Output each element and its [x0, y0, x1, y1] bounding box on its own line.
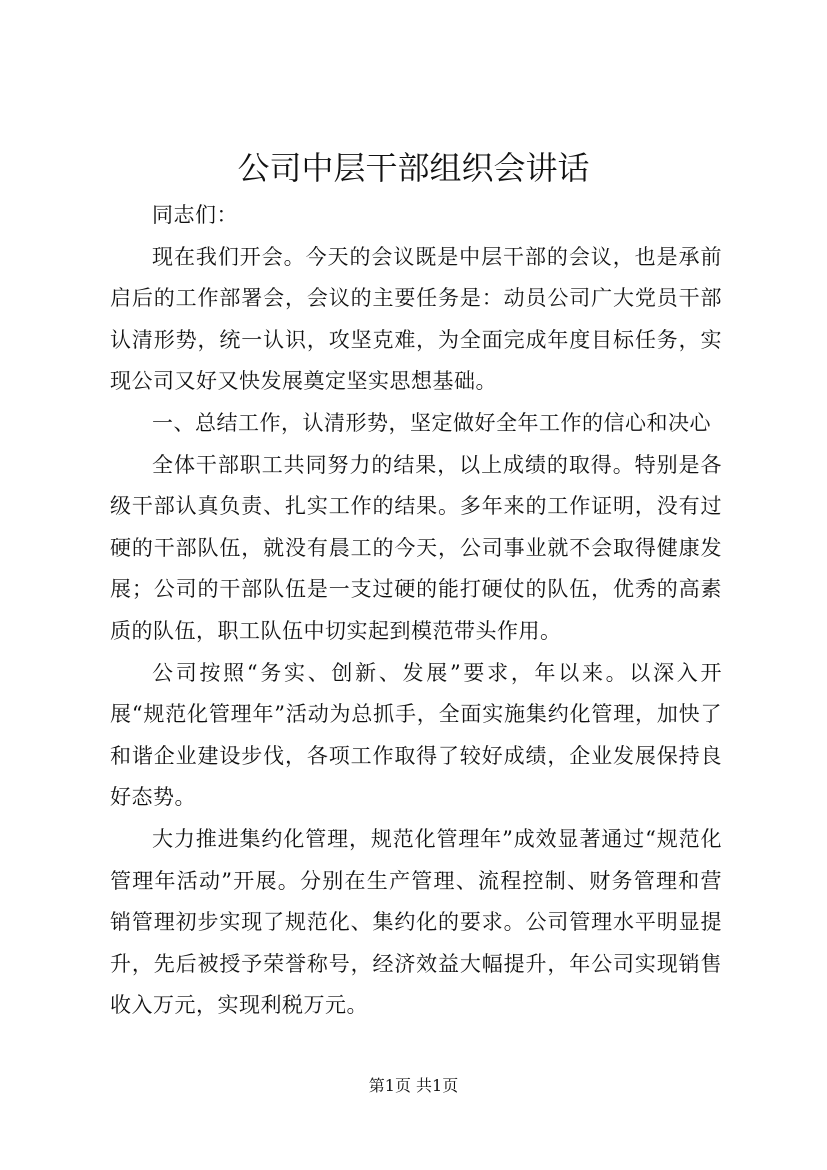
section-heading: 一、总结工作，认清形势，坚定做好全年工作的信心和决心 [152, 410, 711, 435]
document-title: 公司中层干部组织会讲话 [237, 149, 590, 187]
page-footer: 第1页 共1页 [368, 1076, 459, 1095]
paragraph-management-year: 公司按照“务实、创新、发展”要求，年以来。以深入开展“规范化管理年”活动为总抓手，全面实施集约化管理，加快了和谐企业建设步伐，各项工作取得了较好成绩，企业发展保持良好态势。 [110, 660, 722, 810]
paragraph-greeting: 同志们： [152, 203, 238, 227]
paragraph-results: 全体干部职工共同努力的结果，以上成绩的取得。特别是各级干部认真负责、扎实工作的结果。多年来的工作证明，没有过硬的干部队伍，就没有晨工的今天，公司事业就不会取得健康发展；公司的干部队伍是一支过硬的能打硬仗的队伍，优秀的高素质的队伍，职工队伍中切实起到模范带头作用。 [110, 452, 722, 643]
paragraph-intensive-management: 大力推进集约化管理，规范化管理年”成效显著通过“规范化管理年活动”开展。分别在生产管理、流程控制、财务管理和营销管理初步实现了规范化、集约化的要求。公司管理水平明显提升，先后被授予荣誉称号，经济效益大幅提升，年公司实现销售收入万元，实现利税万元。 [110, 826, 722, 1018]
document-body [110, 195, 722, 1027]
paragraph-opening: 现在我们开会。今天的会议既是中层干部的会议，也是承前启后的工作部署会，会议的主要任务是：动员公司广大党员干部认清形势，统一认识，攻坚克难，为全面完成年度目标任务，实现公司又好又快发展奠定坚实思想基础。 [110, 244, 722, 394]
